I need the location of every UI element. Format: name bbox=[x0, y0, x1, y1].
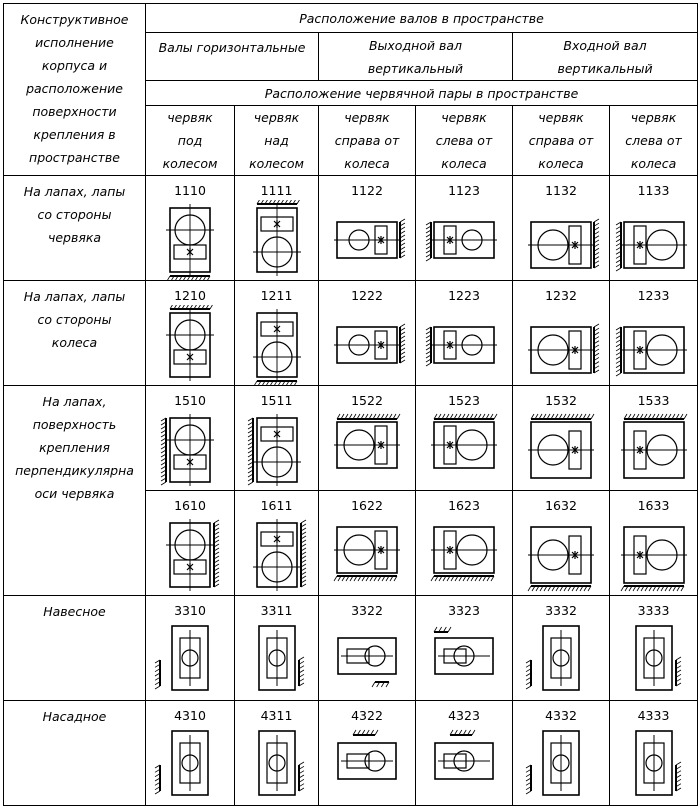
reducer-diagram bbox=[327, 725, 407, 805]
reducer-diagram bbox=[150, 410, 230, 490]
variant-cell bbox=[319, 701, 416, 806]
header-group-horizontal: Валы горизонтальные bbox=[146, 33, 319, 81]
variant-code: 1133 bbox=[637, 183, 670, 198]
reducer-diagram bbox=[150, 725, 230, 805]
variant-code: 1122 bbox=[351, 183, 383, 198]
variant-cell bbox=[235, 701, 319, 806]
variant-code: 1622 bbox=[351, 498, 383, 513]
variant-cell bbox=[146, 176, 235, 281]
variant-cell bbox=[146, 596, 235, 701]
variant-code: 1211 bbox=[260, 288, 293, 303]
variant-code: 1110 bbox=[174, 183, 206, 198]
variant-code: 4310 bbox=[174, 708, 206, 723]
variant-cell bbox=[610, 701, 698, 806]
variant-code: 3333 bbox=[637, 603, 670, 618]
reducer-diagram bbox=[237, 200, 317, 280]
mounting-table bbox=[3, 3, 698, 806]
reducer-diagram bbox=[521, 305, 601, 385]
variant-code: 1522 bbox=[351, 393, 383, 408]
variant-code: 1123 bbox=[448, 183, 480, 198]
variant-cell bbox=[416, 701, 513, 806]
variant-code: 3322 bbox=[351, 603, 383, 618]
variant-code: 1523 bbox=[448, 393, 480, 408]
variant-cell bbox=[416, 386, 513, 491]
variant-code: 1610 bbox=[174, 498, 206, 513]
reducer-diagram bbox=[237, 725, 317, 805]
variant-cell bbox=[513, 491, 610, 596]
variant-cell bbox=[610, 491, 698, 596]
variant-code: 1623 bbox=[448, 498, 480, 513]
reducer-diagram bbox=[424, 515, 504, 595]
reducer-diagram bbox=[327, 305, 407, 385]
variant-code: 1633 bbox=[637, 498, 670, 513]
reducer-diagram bbox=[237, 515, 317, 595]
reducer-diagram bbox=[424, 410, 504, 490]
variant-cell bbox=[416, 491, 513, 596]
variant-code: 1210 bbox=[174, 288, 206, 303]
reducer-diagram bbox=[237, 305, 317, 385]
variant-code: 1510 bbox=[174, 393, 206, 408]
header-group-output-vertical: Выходной вал вертикальный bbox=[319, 33, 513, 81]
variant-code: 1111 bbox=[260, 183, 293, 198]
reducer-diagram bbox=[327, 515, 407, 595]
variant-cell bbox=[235, 491, 319, 596]
header-shafts-title: Расположение валов в пространстве bbox=[146, 4, 698, 33]
variant-cell bbox=[319, 491, 416, 596]
reducer-diagram bbox=[237, 620, 317, 700]
variant-code: 1611 bbox=[260, 498, 293, 513]
variant-cell bbox=[513, 176, 610, 281]
variant-cell bbox=[610, 176, 698, 281]
row-label-3: На лапах, поверхность крепления перпендикулярна оси червяка bbox=[4, 386, 146, 596]
header-position-3: червяк справа от колеса bbox=[319, 106, 416, 176]
reducer-diagram bbox=[150, 620, 230, 700]
variant-code: 4323 bbox=[448, 708, 480, 723]
variant-cell bbox=[610, 386, 698, 491]
reducer-diagram bbox=[521, 620, 601, 700]
reducer-diagram bbox=[150, 200, 230, 280]
variant-code: 1223 bbox=[448, 288, 480, 303]
variant-cell bbox=[319, 176, 416, 281]
variant-code: 3323 bbox=[448, 603, 480, 618]
variant-cell bbox=[235, 596, 319, 701]
header-position-6: червяк слева от колеса bbox=[610, 106, 698, 176]
header-position-2: червяк над колесом bbox=[235, 106, 319, 176]
reducer-diagram bbox=[327, 620, 407, 700]
variant-code: 3311 bbox=[260, 603, 293, 618]
row-label-5: Навесное bbox=[4, 596, 146, 701]
header-position-5: червяк справа от колеса bbox=[513, 106, 610, 176]
variant-cell bbox=[610, 281, 698, 386]
variant-code: 1533 bbox=[637, 393, 670, 408]
variant-cell bbox=[146, 281, 235, 386]
variant-cell bbox=[146, 386, 235, 491]
reducer-diagram bbox=[614, 725, 694, 805]
header-position-1: червяк под колесом bbox=[146, 106, 235, 176]
reducer-diagram bbox=[424, 200, 504, 280]
variant-cell bbox=[416, 596, 513, 701]
variant-code: 1233 bbox=[637, 288, 670, 303]
reducer-diagram bbox=[614, 305, 694, 385]
row-label-1: На лапах, лапы со стороны червяка bbox=[4, 176, 146, 281]
header-group-input-vertical: Входной вал вертикальный bbox=[513, 33, 698, 81]
variant-cell bbox=[235, 281, 319, 386]
reducer-diagram bbox=[327, 410, 407, 490]
reducer-diagram bbox=[150, 515, 230, 595]
reducer-diagram bbox=[424, 305, 504, 385]
variant-cell bbox=[513, 386, 610, 491]
variant-code: 1132 bbox=[545, 183, 577, 198]
variant-code: 3310 bbox=[174, 603, 206, 618]
variant-code: 1532 bbox=[545, 393, 577, 408]
reducer-diagram bbox=[614, 410, 694, 490]
header-pair-title: Расположение червячной пары в пространстве bbox=[146, 81, 698, 106]
variant-code: 1511 bbox=[260, 393, 293, 408]
reducer-diagram bbox=[424, 725, 504, 805]
variant-cell bbox=[235, 176, 319, 281]
reducer-diagram bbox=[521, 200, 601, 280]
reducer-diagram bbox=[614, 200, 694, 280]
header-construction: Конструктивное исполнение корпуса и расположение поверхности крепления в пространстве bbox=[4, 4, 146, 176]
reducer-diagram bbox=[614, 620, 694, 700]
variant-code: 3332 bbox=[545, 603, 577, 618]
row-label-2: На лапах, лапы со стороны колеса bbox=[4, 281, 146, 386]
reducer-diagram bbox=[424, 620, 504, 700]
reducer-diagram bbox=[521, 410, 601, 490]
variant-cell bbox=[416, 176, 513, 281]
variant-cell bbox=[319, 386, 416, 491]
variant-code: 4311 bbox=[260, 708, 293, 723]
reducer-diagram bbox=[521, 725, 601, 805]
variant-code: 4332 bbox=[545, 708, 577, 723]
reducer-diagram bbox=[237, 410, 317, 490]
row-label-6: Насадное bbox=[4, 701, 146, 806]
variant-cell bbox=[146, 701, 235, 806]
variant-code: 1222 bbox=[351, 288, 383, 303]
variant-code: 4333 bbox=[637, 708, 670, 723]
variant-cell bbox=[416, 281, 513, 386]
reducer-diagram bbox=[614, 515, 694, 595]
variant-cell bbox=[235, 386, 319, 491]
variant-code: 4322 bbox=[351, 708, 383, 723]
variant-cell bbox=[513, 281, 610, 386]
variant-code: 1632 bbox=[545, 498, 577, 513]
header-position-4: червяк слева от колеса bbox=[416, 106, 513, 176]
variant-cell bbox=[146, 491, 235, 596]
variant-cell bbox=[513, 701, 610, 806]
variant-cell bbox=[319, 281, 416, 386]
reducer-diagram bbox=[150, 305, 230, 385]
variant-code: 1232 bbox=[545, 288, 577, 303]
reducer-diagram bbox=[521, 515, 601, 595]
reducer-diagram bbox=[327, 200, 407, 280]
variant-cell bbox=[610, 596, 698, 701]
variant-cell bbox=[319, 596, 416, 701]
variant-cell bbox=[513, 596, 610, 701]
